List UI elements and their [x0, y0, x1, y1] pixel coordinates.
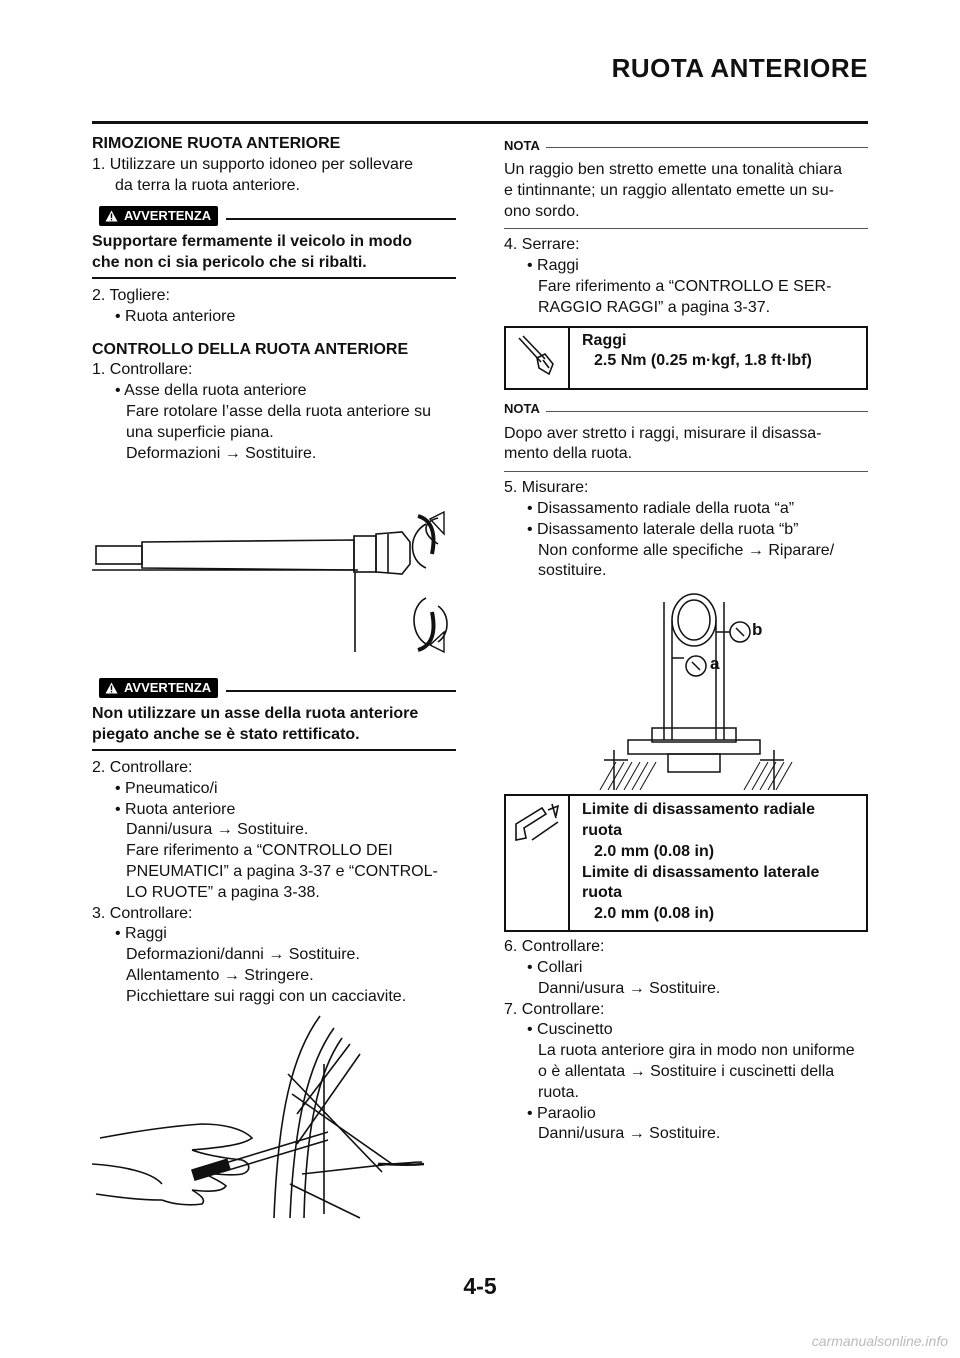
note-label: NOTA — [504, 137, 540, 153]
step-text: • Asse della ruota anteriore — [115, 382, 307, 400]
step-text: 3. Controllare: — [92, 904, 193, 922]
step-text: 6. Controllare: — [504, 938, 605, 956]
page-title: RUOTA ANTERIORE — [611, 53, 868, 83]
spec-name: ruota — [582, 884, 622, 902]
page-number: 4-5 — [463, 1273, 497, 1299]
note-end-rule — [504, 228, 868, 229]
step-text: Fare riferimento a “CONTROLLO E SER- — [538, 277, 832, 295]
spec-value: 2.0 mm (0.08 in) — [594, 842, 715, 860]
note-text: Dopo aver stretto i raggi, misurare il disassa- — [504, 424, 822, 442]
step-text: Fare riferimento a “CONTROLLO DEI — [126, 842, 393, 860]
step-text: • Ruota anteriore — [115, 800, 236, 818]
step-text: • Collari — [527, 958, 583, 976]
warning-icon — [105, 682, 118, 694]
label-b: b — [752, 620, 763, 640]
section-title-removal: RIMOZIONE RUOTA ANTERIORE — [92, 135, 341, 152]
title-rule — [92, 121, 868, 124]
watermark: carmanualsonline.info — [811, 1333, 948, 1350]
step-text: Picchiettare sui raggi con un cacciavite. — [126, 987, 407, 1005]
step-text: 5. Misurare: — [504, 479, 589, 497]
step-text: 1. Utilizzare un supporto idoneo per sollevare — [92, 155, 414, 173]
step-text: una superficie piana. — [126, 423, 274, 441]
warning-icon — [105, 210, 118, 222]
note-header — [504, 136, 868, 156]
step-text: sostituire. — [538, 562, 607, 580]
runout-illustration — [504, 590, 868, 790]
warning-text: piegato anche se è stato rettificato. — [92, 726, 360, 744]
spec-value: 2.5 Nm (0.25 m·kgf, 1.8 ft·lbf) — [594, 352, 812, 370]
warning-end-rule — [92, 277, 456, 279]
step-text: LO RUOTE” a pagina 3-38. — [126, 883, 320, 901]
runout-limit-spec-box — [504, 794, 868, 932]
warning-end-rule — [92, 749, 456, 751]
spoke-tapping-illustration — [92, 1014, 456, 1219]
step-text: • Paraolio — [527, 1104, 596, 1122]
spec-value: 2.0 mm (0.08 in) — [594, 905, 715, 923]
right-column — [504, 134, 868, 1145]
warning-text: Non utilizzare un asse della ruota anteriore — [92, 705, 419, 723]
step-text: PNEUMATICI” a pagina 3-37 e “CONTROL- — [126, 862, 438, 880]
step-text: • Disassamento laterale della ruota “b” — [527, 520, 799, 538]
left-column — [92, 134, 456, 1219]
warning-text: che non ci sia pericolo che si ribalti. — [92, 254, 367, 272]
warning-header — [92, 677, 456, 699]
step-text: • Cuscinetto — [527, 1021, 613, 1039]
torque-wrench-icon — [506, 328, 570, 388]
warning-label: AVVERTENZA — [124, 208, 212, 224]
warning-badge — [99, 206, 218, 226]
step-text: RAGGIO RAGGI” a pagina 3-37. — [538, 298, 771, 316]
note-text: ono sordo. — [504, 202, 580, 220]
step-text: 4. Serrare: — [504, 236, 580, 254]
spec-name: Limite di disassamento laterale — [582, 863, 820, 881]
step-text: • Raggi — [527, 257, 579, 275]
axle-illustration — [92, 494, 456, 659]
step-text: 2. Controllare: — [92, 758, 193, 776]
step-text: • Pneumatico/i — [115, 779, 218, 797]
step-text: • Raggi — [115, 925, 167, 943]
warning-text: Supportare fermamente il veicolo in modo — [92, 233, 413, 251]
step-text: 2. Togliere: — [92, 286, 170, 304]
step-text: • Ruota anteriore — [115, 307, 236, 325]
note-text: Un raggio ben stretto emette una tonalità chiara — [504, 161, 842, 178]
torque-spec-box — [504, 326, 868, 390]
step-text: 7. Controllare: — [504, 1000, 605, 1018]
note-header — [504, 400, 868, 420]
note-label: NOTA — [504, 401, 540, 417]
warning-header — [92, 205, 456, 227]
note-end-rule — [504, 471, 868, 472]
step-text: La ruota anteriore gira in modo non uniforme — [538, 1042, 855, 1060]
step-text: da terra la ruota anteriore. — [115, 176, 300, 194]
note-text: e tintinnante; un raggio allentato emette un su- — [504, 181, 834, 199]
step-text: Danni/usura → Sostituire. — [538, 1125, 721, 1143]
note-text: mento della ruota. — [504, 445, 633, 463]
step-text: Fare rotolare l’asse della ruota anteriore su — [126, 402, 432, 420]
step-text: • Disassamento radiale della ruota “a” — [527, 499, 795, 517]
step-text: ruota. — [538, 1083, 579, 1101]
step-text: Allentamento → Stringere. — [126, 966, 314, 984]
step-text: Deformazioni → Sostituire. — [126, 444, 317, 462]
spec-name: Raggi — [582, 331, 627, 349]
warning-badge — [99, 678, 218, 698]
step-text: Danni/usura → Sostituire. — [126, 821, 309, 839]
step-text: o è allentata → Sostituire i cuscinetti della — [538, 1062, 835, 1080]
step-text: Danni/usura → Sostituire. — [538, 979, 721, 997]
step-text: Deformazioni/danni → Sostituire. — [126, 946, 360, 964]
warning-label: AVVERTENZA — [124, 680, 212, 696]
spec-name: Limite di disassamento radiale — [582, 801, 815, 819]
caliper-icon — [506, 796, 570, 930]
section-title-check: CONTROLLO DELLA RUOTA ANTERIORE — [92, 340, 409, 358]
spec-name: ruota — [582, 821, 622, 839]
step-text: 1. Controllare: — [92, 361, 193, 379]
step-text: Non conforme alle specifiche → Riparare/ — [538, 541, 835, 559]
label-a: a — [710, 654, 720, 674]
